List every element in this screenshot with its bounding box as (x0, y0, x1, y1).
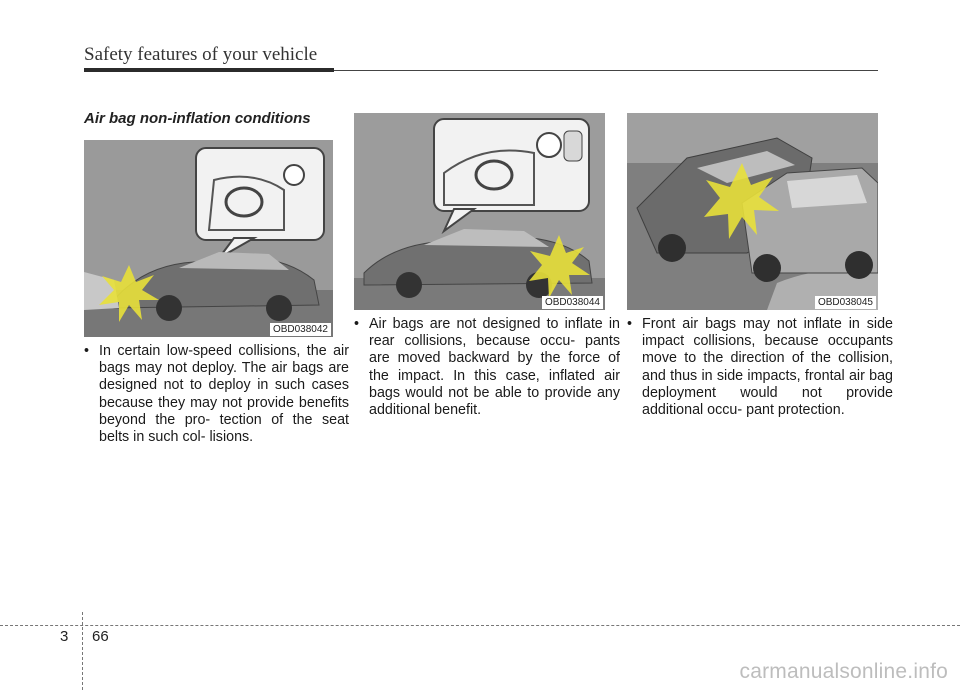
bullet: • (627, 316, 633, 332)
header-rule-thin (334, 70, 878, 71)
page-header-title: Safety features of your vehicle (84, 44, 318, 65)
paragraph-text: Front air bags may not inflate in side impact collisions, because occupants move to the direction of the collision, and thus in side impacts, frontal air bag deployment would not provide additional occu- pant protection. (642, 316, 893, 419)
paragraph-text: In certain low-speed collisions, the air bags may not deploy. The air bags are designed not to deploy in such cases because they may not provide benefits beyond the pro- tection of the seat belts in such col- lisions. (99, 343, 349, 446)
figure-side-collision (627, 113, 878, 310)
rear-collision-illustration (354, 113, 605, 310)
figure-low-speed-collision (84, 140, 333, 337)
watermark: carmanualsonline.info (739, 660, 948, 683)
side-collision-illustration (627, 113, 878, 310)
chapter-number: 3 (60, 628, 69, 645)
figure-rear-collision (354, 113, 605, 310)
low-speed-collision-illustration (84, 140, 333, 337)
bullet: • (354, 316, 360, 332)
figure-code-label: OBD038044 (542, 296, 603, 309)
footer-rule (0, 625, 960, 626)
footer-divider (82, 612, 83, 690)
bullet: • (84, 343, 90, 359)
figure-code-label: OBD038045 (815, 296, 876, 309)
figure-code-label: OBD038042 (270, 323, 331, 336)
section-heading: Air bag non-inflation conditions (84, 110, 311, 127)
paragraph-text: Air bags are not designed to inflate in rear collisions, because occu- pants are moved backward by the force of the impact. In this case, inflated air bags would not be able to provide any additional benefit. (369, 316, 620, 419)
page-number: 66 (92, 628, 109, 645)
header-rule-thick (84, 68, 334, 72)
paragraph-side-collision (627, 316, 893, 419)
paragraph-rear-collision (354, 316, 620, 419)
paragraph-low-speed (84, 343, 349, 446)
